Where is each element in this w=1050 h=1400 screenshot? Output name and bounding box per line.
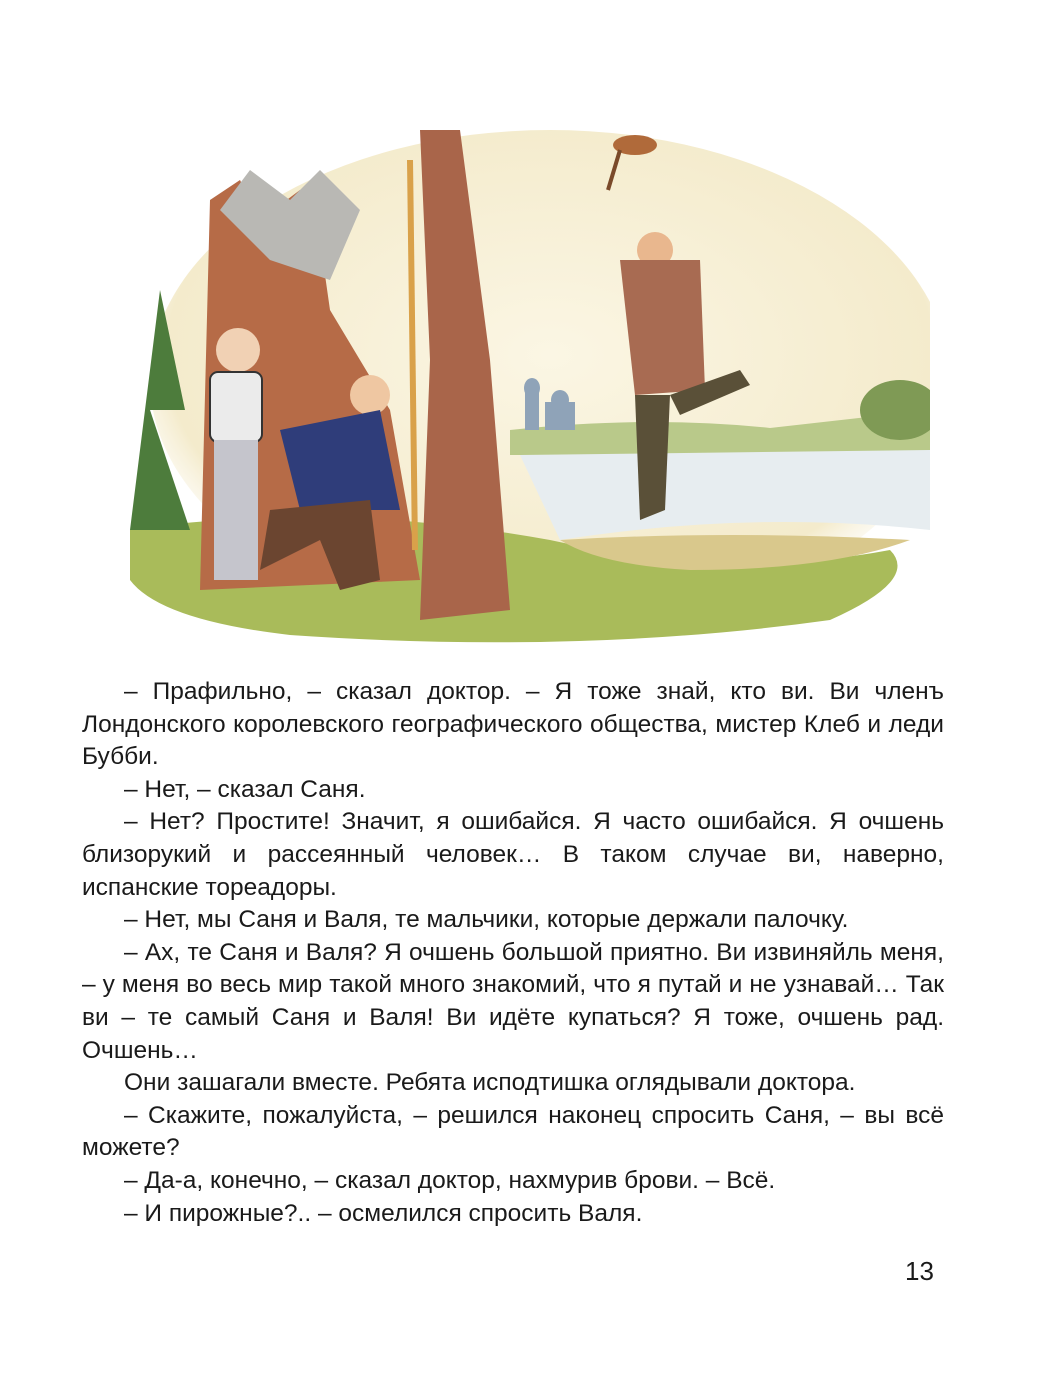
- paragraph-7: – Скажите, пожалуйста, – решился наконец спросить Саня, – вы всё можете?: [82, 1101, 944, 1162]
- paragraph-5: – Ах, те Саня и Валя? Я очшень большой приятно. Ви извиняйль меня, – у меня во весь мир такой много знакомий, что я путай и не узнавай… Так ви – те самый Саня и Валя! Ви идёте купаться? Я тоже, очшень рад. Очшень…: [82, 938, 944, 1064]
- page-number: 13: [905, 1256, 934, 1286]
- story-text: [82, 676, 944, 1230]
- paragraph-2: – Нет, – сказал Саня.: [124, 775, 366, 803]
- paragraph-4: – Нет, мы Саня и Валя, те мальчики, которые держали палочку.: [124, 906, 849, 934]
- paragraph-9: – И пирожные?.. – осмелился спросить Валя.: [124, 1199, 643, 1227]
- paragraph-3: – Нет? Простите! Значит, я ошибайся. Я часто ошибайся. Я очшень близорукий и рассеянный человек… В таком случае ви, наверно, испанские тореадоры.: [82, 808, 944, 901]
- illustration-svg: [130, 110, 930, 650]
- paragraph-6: Они зашагали вместе. Ребята исподтишка оглядывали доктора.: [124, 1069, 856, 1097]
- paragraph-1: – Прафильно, – сказал доктор. – Я тоже знай, кто ви. Ви членъ Лондонского королевского географического общества, мистер Клеб и леди Бубби.: [82, 678, 944, 771]
- paragraph-8: – Да-а, конечно, – сказал доктор, нахмурив брови. – Всё.: [124, 1166, 776, 1194]
- story-illustration: [130, 110, 930, 650]
